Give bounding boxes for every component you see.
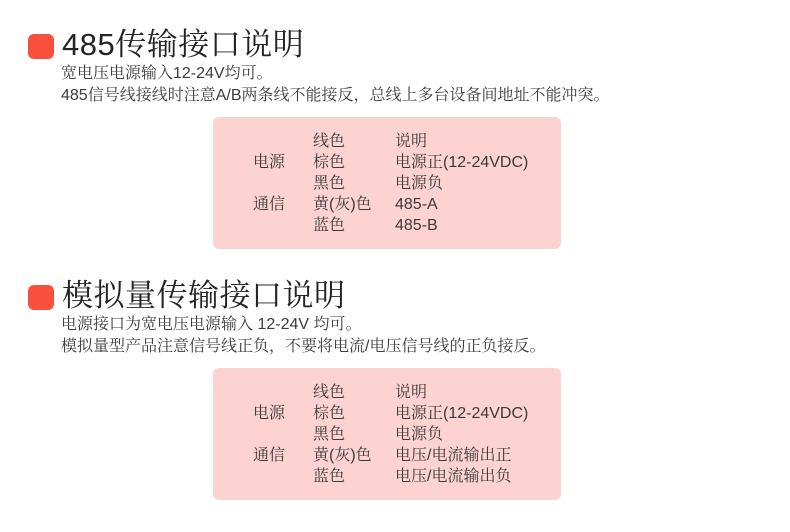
wire-color-cell: 黄(灰)色 — [313, 196, 372, 213]
description-line: 模拟量型产品注意信号线正负，不要将电流/电压信号线的正负接反。 — [61, 338, 546, 355]
section-485-header — [28, 28, 304, 62]
group-cell: 通信 — [253, 447, 286, 464]
wire-color-cell: 蓝色 — [313, 468, 346, 485]
red-square-bullet-icon — [28, 34, 54, 59]
description-header: 说明 — [395, 133, 428, 150]
description-cell: 485-A — [395, 196, 438, 213]
table-row — [213, 194, 561, 215]
group-cell: 电源 — [253, 154, 286, 171]
group-cell — [213, 131, 313, 152]
group-cell — [213, 215, 313, 236]
description-cell: 电源正(12-24VDC) — [395, 154, 529, 171]
section-485-description — [61, 63, 610, 107]
group-cell: 电源 — [253, 405, 286, 422]
wire-color-cell: 黑色 — [313, 175, 346, 192]
description-line: 485信号线接线时注意A/B两条线不能接反，总线上多台设备间地址不能冲突。 — [61, 87, 610, 104]
section-analog-interface — [0, 279, 790, 532]
table-row — [213, 466, 561, 487]
group-cell — [213, 382, 313, 403]
section-485-title: 485传输接口说明 — [62, 27, 305, 62]
table-row — [213, 152, 561, 173]
table-header-row — [213, 131, 561, 152]
wire-color-cell: 蓝色 — [313, 217, 346, 234]
red-square-bullet-icon — [28, 285, 54, 310]
table-row — [213, 215, 561, 236]
description-cell: 电压/电流输出正 — [395, 447, 512, 464]
description-cell: 电源正(12-24VDC) — [395, 405, 529, 422]
wire-color-cell: 黄(灰)色 — [313, 447, 372, 464]
group-cell — [213, 173, 313, 194]
description-header: 说明 — [395, 384, 428, 401]
wire-color-header: 线色 — [313, 133, 346, 150]
section-analog-header — [28, 279, 346, 313]
wire-color-cell: 棕色 — [313, 405, 346, 422]
description-line: 电源接口为宽电压电源输入 12-24V 均可。 — [61, 316, 362, 333]
section-analog-description — [61, 314, 545, 358]
description-cell: 电压/电流输出负 — [395, 468, 512, 485]
table-header-row — [213, 382, 561, 403]
description-cell: 电源负 — [395, 175, 444, 192]
description-cell: 电源负 — [395, 426, 444, 443]
table-row — [213, 403, 561, 424]
table-row — [213, 173, 561, 194]
group-cell — [213, 424, 313, 445]
wire-table-analog — [213, 368, 561, 500]
group-cell: 通信 — [253, 196, 286, 213]
wire-color-cell: 棕色 — [313, 154, 346, 171]
wire-color-cell: 黑色 — [313, 426, 346, 443]
group-cell — [213, 466, 313, 487]
description-line: 宽电压电源输入12-24V均可。 — [61, 65, 273, 82]
table-row — [213, 424, 561, 445]
wire-color-header: 线色 — [313, 384, 346, 401]
table-row — [213, 445, 561, 466]
description-cell: 485-B — [395, 217, 438, 234]
wire-table-485 — [213, 117, 561, 249]
section-analog-title: 模拟量传输接口说明 — [62, 278, 346, 313]
